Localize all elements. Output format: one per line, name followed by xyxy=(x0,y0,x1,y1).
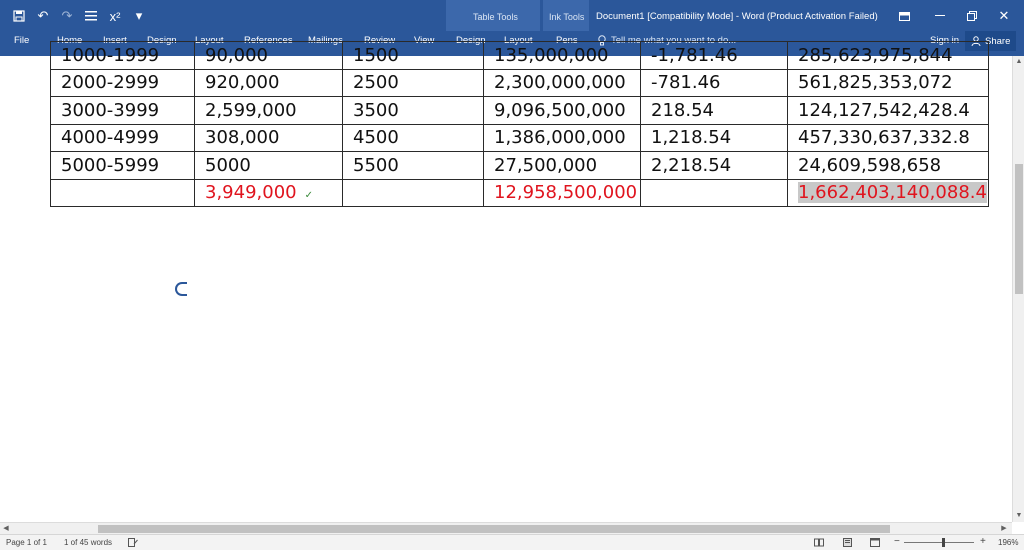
document-title: Document1 [Compatibility Mode] - Word (Product Activation Failed) xyxy=(596,11,878,22)
cell-frequency[interactable]: 308,000 xyxy=(195,124,343,152)
tab-pens[interactable]: Pens xyxy=(556,35,578,46)
cell-squared-product[interactable]: 285,623,975,844 xyxy=(788,42,989,70)
web-layout-icon[interactable] xyxy=(870,538,880,549)
ink-stroke xyxy=(175,282,187,296)
paragraph-icon[interactable] xyxy=(80,6,102,26)
scroll-left-icon[interactable]: ◀ xyxy=(3,525,9,532)
cell-squared-product[interactable]: 561,825,353,072 xyxy=(788,69,989,97)
cell-midpoint[interactable]: 1500 xyxy=(343,42,484,70)
horizontal-scrollbar[interactable] xyxy=(0,522,1012,534)
cell-midpoint[interactable]: 2500 xyxy=(343,69,484,97)
total-cell-frequency[interactable] xyxy=(195,179,343,207)
horizontal-scroll-thumb[interactable] xyxy=(98,525,890,533)
scroll-right-icon[interactable]: ▶ xyxy=(1001,525,1007,532)
quick-access-toolbar xyxy=(8,6,150,26)
table-row xyxy=(51,69,989,97)
ink-tools-label: Ink Tools xyxy=(549,12,585,22)
cell-range[interactable]: 2000-2999 xyxy=(51,69,195,97)
tab-references[interactable]: References xyxy=(244,35,293,46)
scroll-up-icon[interactable]: ▲ xyxy=(1015,58,1023,65)
cell-product[interactable]: 1,386,000,000 xyxy=(484,124,641,152)
table-row xyxy=(51,42,989,70)
cell-deviation[interactable]: -1,781.46 xyxy=(641,42,788,70)
tab-layout[interactable]: Layout xyxy=(195,35,224,46)
tab-table-layout[interactable]: Layout xyxy=(504,35,533,46)
cell-squared-product[interactable]: 124,127,542,428.4 xyxy=(788,97,989,125)
title-bar xyxy=(0,0,1024,31)
table-row xyxy=(51,152,989,180)
cell-squared-product[interactable]: 24,609,598,658 xyxy=(788,152,989,180)
tab-design[interactable]: Design xyxy=(147,35,177,46)
tab-file[interactable]: File xyxy=(14,35,30,46)
cell-product[interactable]: 27,500,000 xyxy=(484,152,641,180)
vertical-scroll-thumb[interactable] xyxy=(1015,164,1023,294)
total-value: 1,662,403,140,088.4 xyxy=(798,182,987,204)
zoom-slider[interactable] xyxy=(904,542,974,543)
document-canvas[interactable] xyxy=(0,44,1012,522)
cell-deviation[interactable]: 1,218.54 xyxy=(641,124,788,152)
read-mode-icon[interactable] xyxy=(814,538,824,549)
customize-qat-icon[interactable]: ▾ xyxy=(135,8,143,23)
total-cell-deviation[interactable] xyxy=(641,179,788,207)
tab-review[interactable]: Review xyxy=(364,35,396,46)
zoom-level[interactable]: 196% xyxy=(998,538,1019,547)
word-count[interactable]: 1 of 45 words xyxy=(64,538,113,547)
total-value: 3,949,000 xyxy=(205,182,297,204)
total-cell-midpoint[interactable] xyxy=(343,179,484,207)
tab-home[interactable]: Home xyxy=(57,35,83,46)
cell-product[interactable]: 9,096,500,000 xyxy=(484,97,641,125)
share-label: Share xyxy=(985,35,1011,47)
total-cell-squared-product[interactable] xyxy=(788,179,989,207)
cell-frequency[interactable]: 920,000 xyxy=(195,69,343,97)
cell-product[interactable]: 2,300,000,000 xyxy=(484,69,641,97)
page-count[interactable]: Page 1 of 1 xyxy=(6,538,47,547)
zoom-out-icon[interactable]: − xyxy=(894,536,900,547)
undo-icon[interactable]: ↶ xyxy=(37,8,49,23)
cell-range[interactable]: 1000-1999 xyxy=(51,42,195,70)
save-icon[interactable] xyxy=(8,6,30,26)
cell-squared-product[interactable]: 457,330,637,332.8 xyxy=(788,124,989,152)
tab-insert[interactable]: Insert xyxy=(103,35,127,46)
tab-table-design[interactable]: Design xyxy=(456,35,486,46)
zoom-in-icon[interactable]: + xyxy=(980,536,986,547)
cell-product[interactable]: 135,000,000 xyxy=(484,42,641,70)
superscript-button[interactable]: x² xyxy=(109,8,121,24)
redo-icon[interactable]: ↷ xyxy=(61,8,73,23)
ink-check-icon: ✓ xyxy=(304,190,313,202)
total-value: 12,958,500,000 xyxy=(494,182,638,204)
cell-range[interactable]: 4000-4999 xyxy=(51,124,195,152)
data-table xyxy=(50,41,989,207)
table-row xyxy=(51,97,989,125)
zoom-slider-thumb[interactable] xyxy=(942,538,945,547)
table-row xyxy=(51,124,989,152)
total-cell-range[interactable] xyxy=(51,179,195,207)
cell-deviation[interactable]: 2,218.54 xyxy=(641,152,788,180)
restore-icon[interactable] xyxy=(960,8,984,24)
tell-me-text: Tell me what you want to do... xyxy=(611,35,737,46)
cell-midpoint[interactable]: 5500 xyxy=(343,152,484,180)
cell-deviation[interactable]: -781.46 xyxy=(641,69,788,97)
sign-in-link[interactable]: Sign in xyxy=(930,35,960,46)
tab-view[interactable]: View xyxy=(414,35,435,46)
table-tools-label: Table Tools xyxy=(473,12,518,22)
cell-range[interactable]: 3000-3999 xyxy=(51,97,195,125)
cell-frequency[interactable]: 2,599,000 xyxy=(195,97,343,125)
close-icon[interactable]: ✕ xyxy=(998,8,1010,23)
tab-mailings[interactable]: Mailings xyxy=(308,35,343,46)
cell-range[interactable]: 5000-5999 xyxy=(51,152,195,180)
cell-midpoint[interactable]: 3500 xyxy=(343,97,484,125)
ribbon-display-options-icon[interactable] xyxy=(892,8,916,24)
scroll-down-icon[interactable]: ▼ xyxy=(1015,512,1023,519)
print-layout-icon[interactable] xyxy=(843,538,852,549)
cell-frequency[interactable]: 90,000 xyxy=(195,42,343,70)
cell-frequency[interactable]: 5000 xyxy=(195,152,343,180)
minimize-icon[interactable] xyxy=(928,8,952,24)
status-bar xyxy=(0,534,1024,550)
vertical-scrollbar[interactable] xyxy=(1012,56,1024,522)
totals-row xyxy=(51,179,989,207)
cell-midpoint[interactable]: 4500 xyxy=(343,124,484,152)
proofing-icon[interactable] xyxy=(128,538,138,549)
cell-deviation[interactable]: 218.54 xyxy=(641,97,788,125)
total-cell-product[interactable] xyxy=(484,179,641,207)
